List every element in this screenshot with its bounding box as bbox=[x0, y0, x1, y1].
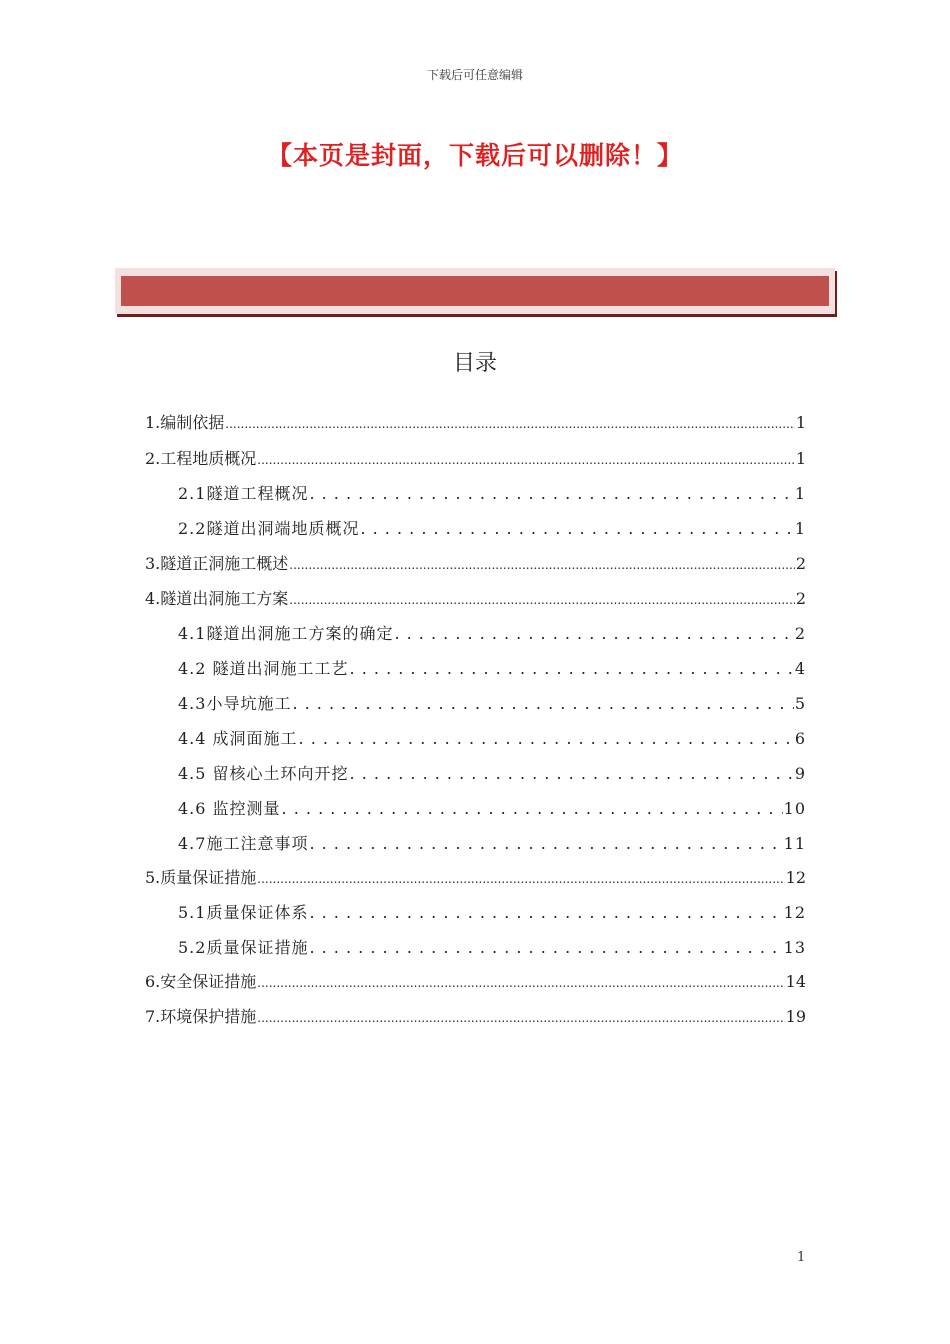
toc-entry[interactable] bbox=[145, 446, 806, 470]
toc-entry-label: 4.4 成洞面施工 bbox=[178, 729, 298, 748]
toc-entry-page: 10 bbox=[783, 799, 806, 818]
toc-entry-label: 4.5 留核心土环向开挖 bbox=[178, 764, 349, 783]
toc-leader bbox=[309, 834, 782, 853]
toc-entry[interactable] bbox=[178, 691, 806, 715]
toc-entry[interactable] bbox=[178, 761, 806, 785]
toc-leader bbox=[350, 764, 794, 783]
toc-entry[interactable] bbox=[178, 656, 806, 680]
toc-entry-page: 2 bbox=[795, 554, 806, 573]
toc-leader bbox=[257, 449, 795, 468]
toc-leader bbox=[309, 903, 782, 922]
red-bar-fill bbox=[121, 276, 829, 306]
toc-leader bbox=[394, 624, 793, 643]
toc-entry[interactable] bbox=[145, 586, 806, 610]
toc-entry-label: 4.3小导坑施工 bbox=[178, 694, 292, 713]
toc-entry[interactable] bbox=[178, 481, 806, 505]
toc-entry-label: 4.6 监控测量 bbox=[178, 799, 281, 818]
toc-entry-label: 7.环境保护措施 bbox=[145, 1007, 257, 1026]
toc-leader bbox=[225, 413, 795, 432]
toc-entry[interactable] bbox=[178, 516, 806, 540]
toc-entry-page: 6 bbox=[794, 729, 806, 748]
toc-entry-label: 6.安全保证措施 bbox=[145, 972, 257, 991]
toc-entry-page: 12 bbox=[783, 903, 806, 922]
toc-entry-page: 14 bbox=[785, 972, 806, 991]
toc-entry[interactable] bbox=[178, 796, 806, 820]
toc-entry-page: 5 bbox=[794, 694, 806, 713]
toc-entry[interactable] bbox=[178, 831, 806, 855]
toc-entry-page: 1 bbox=[794, 519, 806, 538]
toc-entry-label: 4.2 隧道出洞施工工艺 bbox=[178, 659, 349, 678]
toc-leader bbox=[257, 868, 784, 887]
toc-leader bbox=[289, 589, 795, 608]
toc-entry-page: 2 bbox=[795, 589, 806, 608]
toc-leader bbox=[292, 694, 793, 713]
toc-entry-page: 13 bbox=[783, 938, 806, 957]
toc-title: 目录 bbox=[452, 351, 497, 376]
toc-leader bbox=[289, 554, 795, 573]
page-number: 1 bbox=[797, 1250, 806, 1265]
toc-entry[interactable] bbox=[178, 935, 806, 959]
toc-entry[interactable] bbox=[145, 969, 806, 993]
toc-entry-page: 9 bbox=[794, 764, 806, 783]
toc-leader bbox=[282, 799, 783, 818]
toc-entry-page: 1 bbox=[795, 413, 806, 432]
toc-leader bbox=[350, 659, 794, 678]
toc-entry-label: 5.2质量保证措施 bbox=[178, 938, 309, 957]
toc-entry-label: 5.质量保证措施 bbox=[145, 868, 257, 887]
toc-entry-label: 4.1隧道出洞施工方案的确定 bbox=[178, 624, 394, 643]
toc-entry[interactable] bbox=[178, 621, 806, 645]
toc-entry-label: 3.隧道正洞施工概述 bbox=[145, 554, 289, 573]
header-note: 下载后可任意编辑 bbox=[426, 68, 523, 82]
toc-entry[interactable] bbox=[145, 1004, 806, 1028]
toc-entry-page: 11 bbox=[783, 834, 806, 853]
toc-entry-label: 5.1质量保证体系 bbox=[178, 903, 309, 922]
toc-entry-page: 12 bbox=[785, 868, 806, 887]
toc-entry-label: 4.隧道出洞施工方案 bbox=[145, 589, 289, 608]
toc-entry-label: 1.编制依据 bbox=[145, 413, 225, 432]
toc-entry[interactable] bbox=[145, 865, 806, 889]
toc-entry-page: 1 bbox=[794, 484, 806, 503]
toc-leader bbox=[299, 729, 794, 748]
toc-entry-label: 2.1隧道工程概况 bbox=[178, 484, 309, 503]
decorative-red-bar bbox=[115, 268, 835, 314]
toc-leader bbox=[309, 484, 793, 503]
toc-leader bbox=[257, 972, 784, 991]
toc-entry-page: 19 bbox=[785, 1007, 806, 1026]
toc-leader bbox=[360, 519, 793, 538]
toc-entry-page: 1 bbox=[795, 449, 806, 468]
toc-entry-page: 4 bbox=[794, 659, 806, 678]
toc-entry[interactable] bbox=[145, 551, 806, 575]
toc-entry-label: 2.工程地质概况 bbox=[145, 449, 257, 468]
toc-entry-page: 2 bbox=[794, 624, 806, 643]
cover-banner: 【本页是封面，下载后可以删除！】 bbox=[266, 141, 683, 170]
toc-entry[interactable] bbox=[178, 726, 806, 750]
toc-entry-label: 2.2隧道出洞端地质概况 bbox=[178, 519, 360, 538]
toc-entry[interactable] bbox=[178, 900, 806, 924]
toc-entry[interactable] bbox=[145, 410, 806, 434]
toc-leader bbox=[309, 938, 782, 957]
toc-leader bbox=[257, 1007, 784, 1026]
toc-entry-label: 4.7施工注意事项 bbox=[178, 834, 309, 853]
